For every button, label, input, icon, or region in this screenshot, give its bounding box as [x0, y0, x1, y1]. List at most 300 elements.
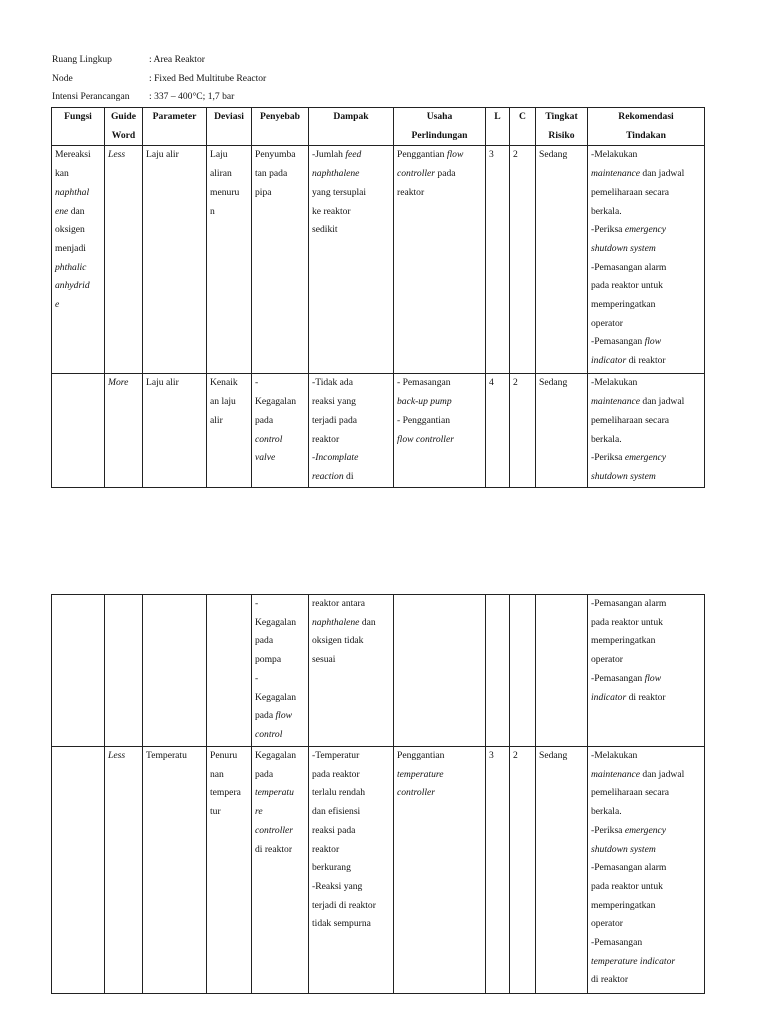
cell-text: sedikit [312, 224, 338, 236]
cell-line [591, 315, 701, 334]
column-header-text: Guide [110, 111, 137, 122]
cell-text: terlalu rendah [312, 787, 366, 799]
cell-line [55, 296, 101, 315]
cell-text: terjadi pada [312, 414, 358, 426]
cell-text: -Pemasangan [591, 336, 645, 348]
cell-line [255, 803, 305, 822]
cell-line [210, 747, 248, 766]
cell-text: temperature indicator [591, 955, 676, 967]
cell-text: tan pada [255, 168, 288, 180]
cell-text: berkala. [591, 433, 622, 445]
cell-line [312, 878, 390, 897]
cell-text: pada [435, 168, 456, 180]
cell-line [591, 859, 701, 878]
cell-text: emergency [624, 824, 667, 836]
cell-text: pada [255, 635, 274, 647]
cell-line [255, 670, 305, 689]
cell-line [591, 971, 701, 990]
cell-line [55, 240, 101, 259]
cell-line [591, 614, 701, 633]
cell-line [591, 878, 701, 897]
cell-text: pemeliharaan secara [591, 414, 670, 426]
cell-deviasi [207, 747, 252, 994]
cell-text: an laju [210, 396, 236, 408]
cell-text: controller [255, 824, 294, 836]
cell-line [312, 651, 390, 670]
cell-penyebab [252, 747, 309, 994]
cell-text: pipa [255, 186, 272, 198]
cell-line [312, 632, 390, 651]
column-header-text: Tindakan [626, 129, 666, 141]
column-header-text: C [519, 111, 526, 122]
cell-text: Less [108, 149, 126, 161]
table-body [52, 595, 705, 994]
cell-text: dan jadwal [640, 396, 685, 408]
cell-line [255, 184, 305, 203]
cell-line [591, 259, 701, 278]
cell-text: menjadi [55, 242, 86, 254]
cell-text: - [255, 672, 259, 684]
cell-line [397, 784, 482, 803]
cell-dampak [309, 146, 394, 374]
table-row [52, 374, 705, 488]
cell-text: pada reaktor untuk [591, 616, 663, 628]
cell-line [255, 632, 305, 651]
cell-text: Laju alir [146, 149, 179, 161]
cell-text: oksigen tidak [312, 635, 364, 647]
cell-text: -Periksa [591, 224, 625, 236]
cell-fungsi [52, 146, 105, 374]
cell-rekomendasi-tindakan [588, 747, 705, 994]
column-header-text: Deviasi [214, 111, 244, 122]
cell-penyebab [252, 374, 309, 488]
cell-text: temperatu [255, 787, 294, 799]
cell-line [312, 468, 390, 487]
cell-text: -Jumlah [312, 149, 346, 161]
cell-line [312, 184, 390, 203]
cell-text: pada reaktor untuk [591, 280, 663, 292]
cell-text: controller [397, 787, 436, 799]
cell-text: Laju [210, 149, 228, 161]
cell-line [591, 393, 701, 412]
cell-line [108, 146, 139, 165]
cell-line [108, 747, 139, 766]
cell-line [312, 431, 390, 450]
cell-line [255, 374, 305, 393]
column-header-text: Dampak [333, 111, 369, 122]
cell-text: Kegagalan [255, 691, 297, 703]
cell-text: -Pemasangan alarm [591, 598, 667, 609]
cell-text: pompa [255, 654, 282, 666]
cell-usaha-perlindungan [394, 146, 486, 374]
cell-line [591, 689, 701, 708]
cell-line [312, 841, 390, 860]
cell-line [591, 953, 701, 972]
cell-text: -Melakukan [591, 377, 638, 389]
cell-line [397, 146, 482, 165]
cell-line [591, 240, 701, 259]
cell-dampak [309, 747, 394, 994]
cell-text: flow controller [397, 433, 454, 445]
table-header [52, 108, 705, 146]
scope-value: : Area Reaktor [149, 54, 205, 65]
table-row [52, 595, 705, 747]
cell-text: shutdown system [591, 242, 656, 254]
cell-text: Sedang [539, 750, 568, 761]
cell-text: -Pemasangan alarm [591, 862, 667, 874]
cell-text: di reaktor [626, 691, 666, 703]
cell-text: emergency [624, 224, 667, 236]
cell-text: di reaktor [626, 355, 666, 367]
cell-text: More [108, 377, 129, 389]
cell-line [255, 747, 305, 766]
cell-line [210, 803, 248, 822]
cell-text: - Pemasangan [397, 377, 451, 389]
cell-text: reaksi yang [312, 396, 356, 408]
cell-deviasi [207, 374, 252, 488]
cell-guide-word [105, 146, 143, 374]
column-header-text: Fungsi [64, 111, 92, 122]
cell-guide-word [105, 747, 143, 994]
column-header-penyebab [252, 108, 309, 146]
cell-line [539, 374, 584, 393]
cell-text: naphthalene [312, 616, 360, 628]
cell-text: Penggantian [397, 750, 445, 761]
cell-parameter [143, 146, 207, 374]
cell-text: maintenance [591, 168, 641, 180]
cell-consequence [510, 374, 536, 488]
cell-dampak [309, 374, 394, 488]
cell-line [255, 841, 305, 860]
cell-line [513, 146, 532, 165]
cell-text: Kegagalan [255, 396, 297, 408]
cell-usaha-perlindungan [394, 747, 486, 994]
cell-penyebab [252, 146, 309, 374]
scope-label: Ruang Lingkup [52, 54, 112, 65]
cell-line [312, 803, 390, 822]
cell-text: yang tersuplai [312, 186, 367, 198]
cell-line [591, 766, 701, 785]
cell-text: di reaktor [255, 843, 293, 855]
cell-line [55, 146, 101, 165]
cell-line [255, 165, 305, 184]
cell-text: temperature [397, 768, 444, 780]
cell-line [146, 374, 203, 393]
cell-line [255, 766, 305, 785]
cell-line [146, 747, 203, 766]
cell-line [210, 184, 248, 203]
cell-text: phthalic [55, 261, 87, 273]
cell-rekomendasi-tindakan [588, 374, 705, 488]
cell-text: ke reaktor [312, 205, 351, 217]
node-value: : Fixed Bed Multitube Reactor [149, 72, 267, 84]
cell-text: -Incomplate [312, 452, 359, 464]
cell-line [255, 651, 305, 670]
cell-line [397, 747, 482, 766]
cell-line [55, 184, 101, 203]
cell-text: 2 [513, 149, 518, 161]
cell-text: dan jadwal [640, 168, 685, 180]
cell-text: memperingatkan [591, 899, 656, 911]
cell-text: reaction [312, 470, 344, 482]
cell-text: alir [210, 414, 223, 426]
column-header-dampak [309, 108, 394, 146]
cell-line [255, 431, 305, 450]
cell-line [255, 689, 305, 708]
cell-text: maintenance [591, 768, 641, 780]
column-header-tingkat-risiko [536, 108, 588, 146]
cell-line [591, 595, 701, 614]
cell-line [255, 784, 305, 803]
cell-line [312, 449, 390, 468]
cell-line [591, 747, 701, 766]
cell-line [210, 784, 248, 803]
cell-text: dan jadwal [640, 768, 685, 780]
cell-text: 3 [489, 149, 494, 161]
cell-line [146, 146, 203, 165]
cell-line [539, 146, 584, 165]
hazop-table-part-2 [51, 594, 705, 994]
cell-text: Penuru [210, 750, 238, 761]
cell-text: n [210, 205, 215, 217]
cell-line [513, 747, 532, 766]
cell-line [397, 184, 482, 203]
cell-text: tidak sempurna [312, 918, 371, 930]
cell-text: ene [55, 205, 69, 217]
cell-text: naphthal [55, 186, 90, 198]
cell-line [591, 374, 701, 393]
cell-text: Temperatu [146, 750, 187, 761]
cell-line [210, 766, 248, 785]
cell-line [489, 374, 506, 393]
cell-text: operator [591, 918, 623, 930]
cell-line [312, 784, 390, 803]
cell-text: e [55, 299, 60, 311]
cell-text: -Pemasangan [591, 672, 645, 684]
cell-parameter [143, 595, 207, 747]
cell-text: Penggantian [397, 149, 447, 161]
cell-text: menuru [210, 186, 240, 198]
cell-line [591, 165, 701, 184]
cell-text: control [255, 433, 283, 445]
cell-parameter [143, 747, 207, 994]
cell-line [591, 449, 701, 468]
cell-line [591, 841, 701, 860]
cell-line [255, 412, 305, 431]
cell-line [591, 146, 701, 165]
table-row [52, 146, 705, 374]
design-intent-label: Intensi Perancangan [52, 91, 130, 103]
column-header-text: Penyebab [260, 111, 300, 122]
cell-penyebab [252, 595, 309, 747]
cell-text: tempera [210, 787, 241, 799]
cell-line [397, 393, 482, 412]
cell-text: Less [108, 750, 126, 761]
cell-line [312, 614, 390, 633]
cell-text: -Pemasangan [591, 937, 643, 949]
cell-text: anhydrid [55, 280, 90, 292]
cell-text: 2 [513, 377, 518, 389]
cell-line [312, 412, 390, 431]
cell-text: feed [345, 149, 362, 161]
cell-consequence [510, 595, 536, 747]
cell-text: -Pemasangan alarm [591, 261, 667, 273]
cell-tingkat-risiko [536, 747, 588, 994]
cell-likelihood [486, 146, 510, 374]
cell-guide-word [105, 595, 143, 747]
cell-text: oksigen [55, 224, 85, 236]
cell-line [312, 822, 390, 841]
column-header-parameter [143, 108, 207, 146]
cell-line [312, 203, 390, 222]
column-header-likelihood [486, 108, 510, 146]
cell-text: kan [55, 168, 69, 180]
cell-text: sesuai [312, 654, 336, 666]
cell-text: shutdown system [591, 470, 656, 482]
cell-text: pemeliharaan secara [591, 787, 670, 799]
cell-text: di [343, 470, 354, 482]
cell-text: pada reaktor untuk [591, 880, 663, 892]
cell-likelihood [486, 747, 510, 994]
cell-text: Penyumba [255, 149, 296, 161]
cell-text: pada [255, 768, 274, 780]
cell-text: shutdown system [591, 843, 656, 855]
cell-text: berkurang [312, 862, 351, 874]
cell-text: 4 [489, 377, 494, 389]
cell-line [210, 374, 248, 393]
column-header-text: L [494, 111, 501, 122]
cell-text: valve [255, 452, 276, 464]
cell-line [591, 784, 701, 803]
cell-line [513, 374, 532, 393]
table-body [52, 146, 705, 488]
cell-text: Laju alir [146, 377, 179, 389]
cell-line [591, 822, 701, 841]
hazop-table-part-1 [51, 107, 705, 488]
cell-line [312, 897, 390, 916]
cell-text: Kegagalan [255, 750, 297, 761]
cell-line [210, 146, 248, 165]
cell-text: pemeliharaan secara [591, 186, 670, 198]
cell-fungsi [52, 374, 105, 488]
cell-text: dan efisiensi [312, 806, 361, 818]
cell-text: reaktor [397, 186, 425, 198]
cell-line [255, 393, 305, 412]
cell-text: re [255, 806, 263, 818]
cell-rekomendasi-tindakan [588, 595, 705, 747]
node-row [52, 70, 266, 89]
cell-parameter [143, 374, 207, 488]
cell-text: pada [255, 710, 276, 722]
cell-deviasi [207, 595, 252, 747]
cell-deviasi [207, 146, 252, 374]
cell-line [255, 595, 305, 614]
cell-text: -Tidak ada [312, 377, 353, 389]
cell-line [591, 934, 701, 953]
cell-text: - [255, 598, 259, 609]
cell-line [591, 651, 701, 670]
cell-line [591, 897, 701, 916]
cell-likelihood [486, 595, 510, 747]
cell-text: -Periksa [591, 452, 625, 464]
cell-line [312, 859, 390, 878]
scope-row [52, 51, 266, 70]
cell-line [397, 766, 482, 785]
cell-text: dan [359, 616, 376, 628]
cell-consequence [510, 747, 536, 994]
cell-line [312, 766, 390, 785]
cell-line [55, 277, 101, 296]
cell-text: memperingatkan [591, 299, 656, 311]
cell-line [312, 221, 390, 240]
cell-text: di reaktor [591, 974, 629, 986]
column-header-rekomendasi-tindakan [588, 108, 705, 146]
cell-text: nan [210, 768, 224, 780]
cell-text: operator [591, 654, 623, 666]
cell-line [591, 803, 701, 822]
cell-text: - Penggantian [397, 414, 451, 426]
cell-text: pada reaktor [312, 768, 360, 780]
node-label: Node [52, 72, 73, 84]
cell-line [312, 595, 390, 614]
cell-line [591, 915, 701, 934]
cell-line [397, 412, 482, 431]
cell-text: emergency [624, 452, 667, 464]
cell-line [312, 393, 390, 412]
cell-line [591, 468, 701, 487]
cell-line [210, 412, 248, 431]
cell-line [255, 822, 305, 841]
cell-text: Sedang [539, 149, 568, 161]
cell-line [591, 277, 701, 296]
cell-text: Kenaik [210, 377, 238, 389]
cell-line [591, 203, 701, 222]
cell-text: controller [397, 168, 436, 180]
cell-line [591, 296, 701, 315]
cell-text: -Periksa [591, 824, 625, 836]
cell-text: flow [446, 149, 464, 161]
column-header-text: Usaha [426, 111, 453, 122]
cell-line [591, 670, 701, 689]
cell-line [591, 412, 701, 431]
cell-text: flow [275, 710, 293, 722]
cell-line [312, 165, 390, 184]
cell-line [312, 146, 390, 165]
cell-text: -Temperatur [312, 750, 360, 761]
cell-line [591, 352, 701, 371]
cell-text: memperingatkan [591, 635, 656, 647]
cell-text: naphthalene [312, 168, 360, 180]
cell-text: reaktor antara [312, 598, 365, 609]
design-intent-value: : 337 – 400°C; 1,7 bar [149, 91, 235, 103]
cell-tingkat-risiko [536, 146, 588, 374]
cell-line [108, 374, 139, 393]
cell-text: - [255, 377, 259, 389]
cell-line [591, 184, 701, 203]
cell-line [312, 374, 390, 393]
cell-rekomendasi-tindakan [588, 146, 705, 374]
cell-line [397, 374, 482, 393]
cell-line [55, 221, 101, 240]
cell-text: operator [591, 317, 623, 329]
cell-dampak [309, 595, 394, 747]
cell-line [591, 221, 701, 240]
column-header-text: Tingkat [545, 111, 578, 122]
cell-text: Mereaksi [55, 149, 91, 161]
cell-line [397, 431, 482, 450]
cell-line [255, 614, 305, 633]
cell-text: -Melakukan [591, 750, 638, 761]
